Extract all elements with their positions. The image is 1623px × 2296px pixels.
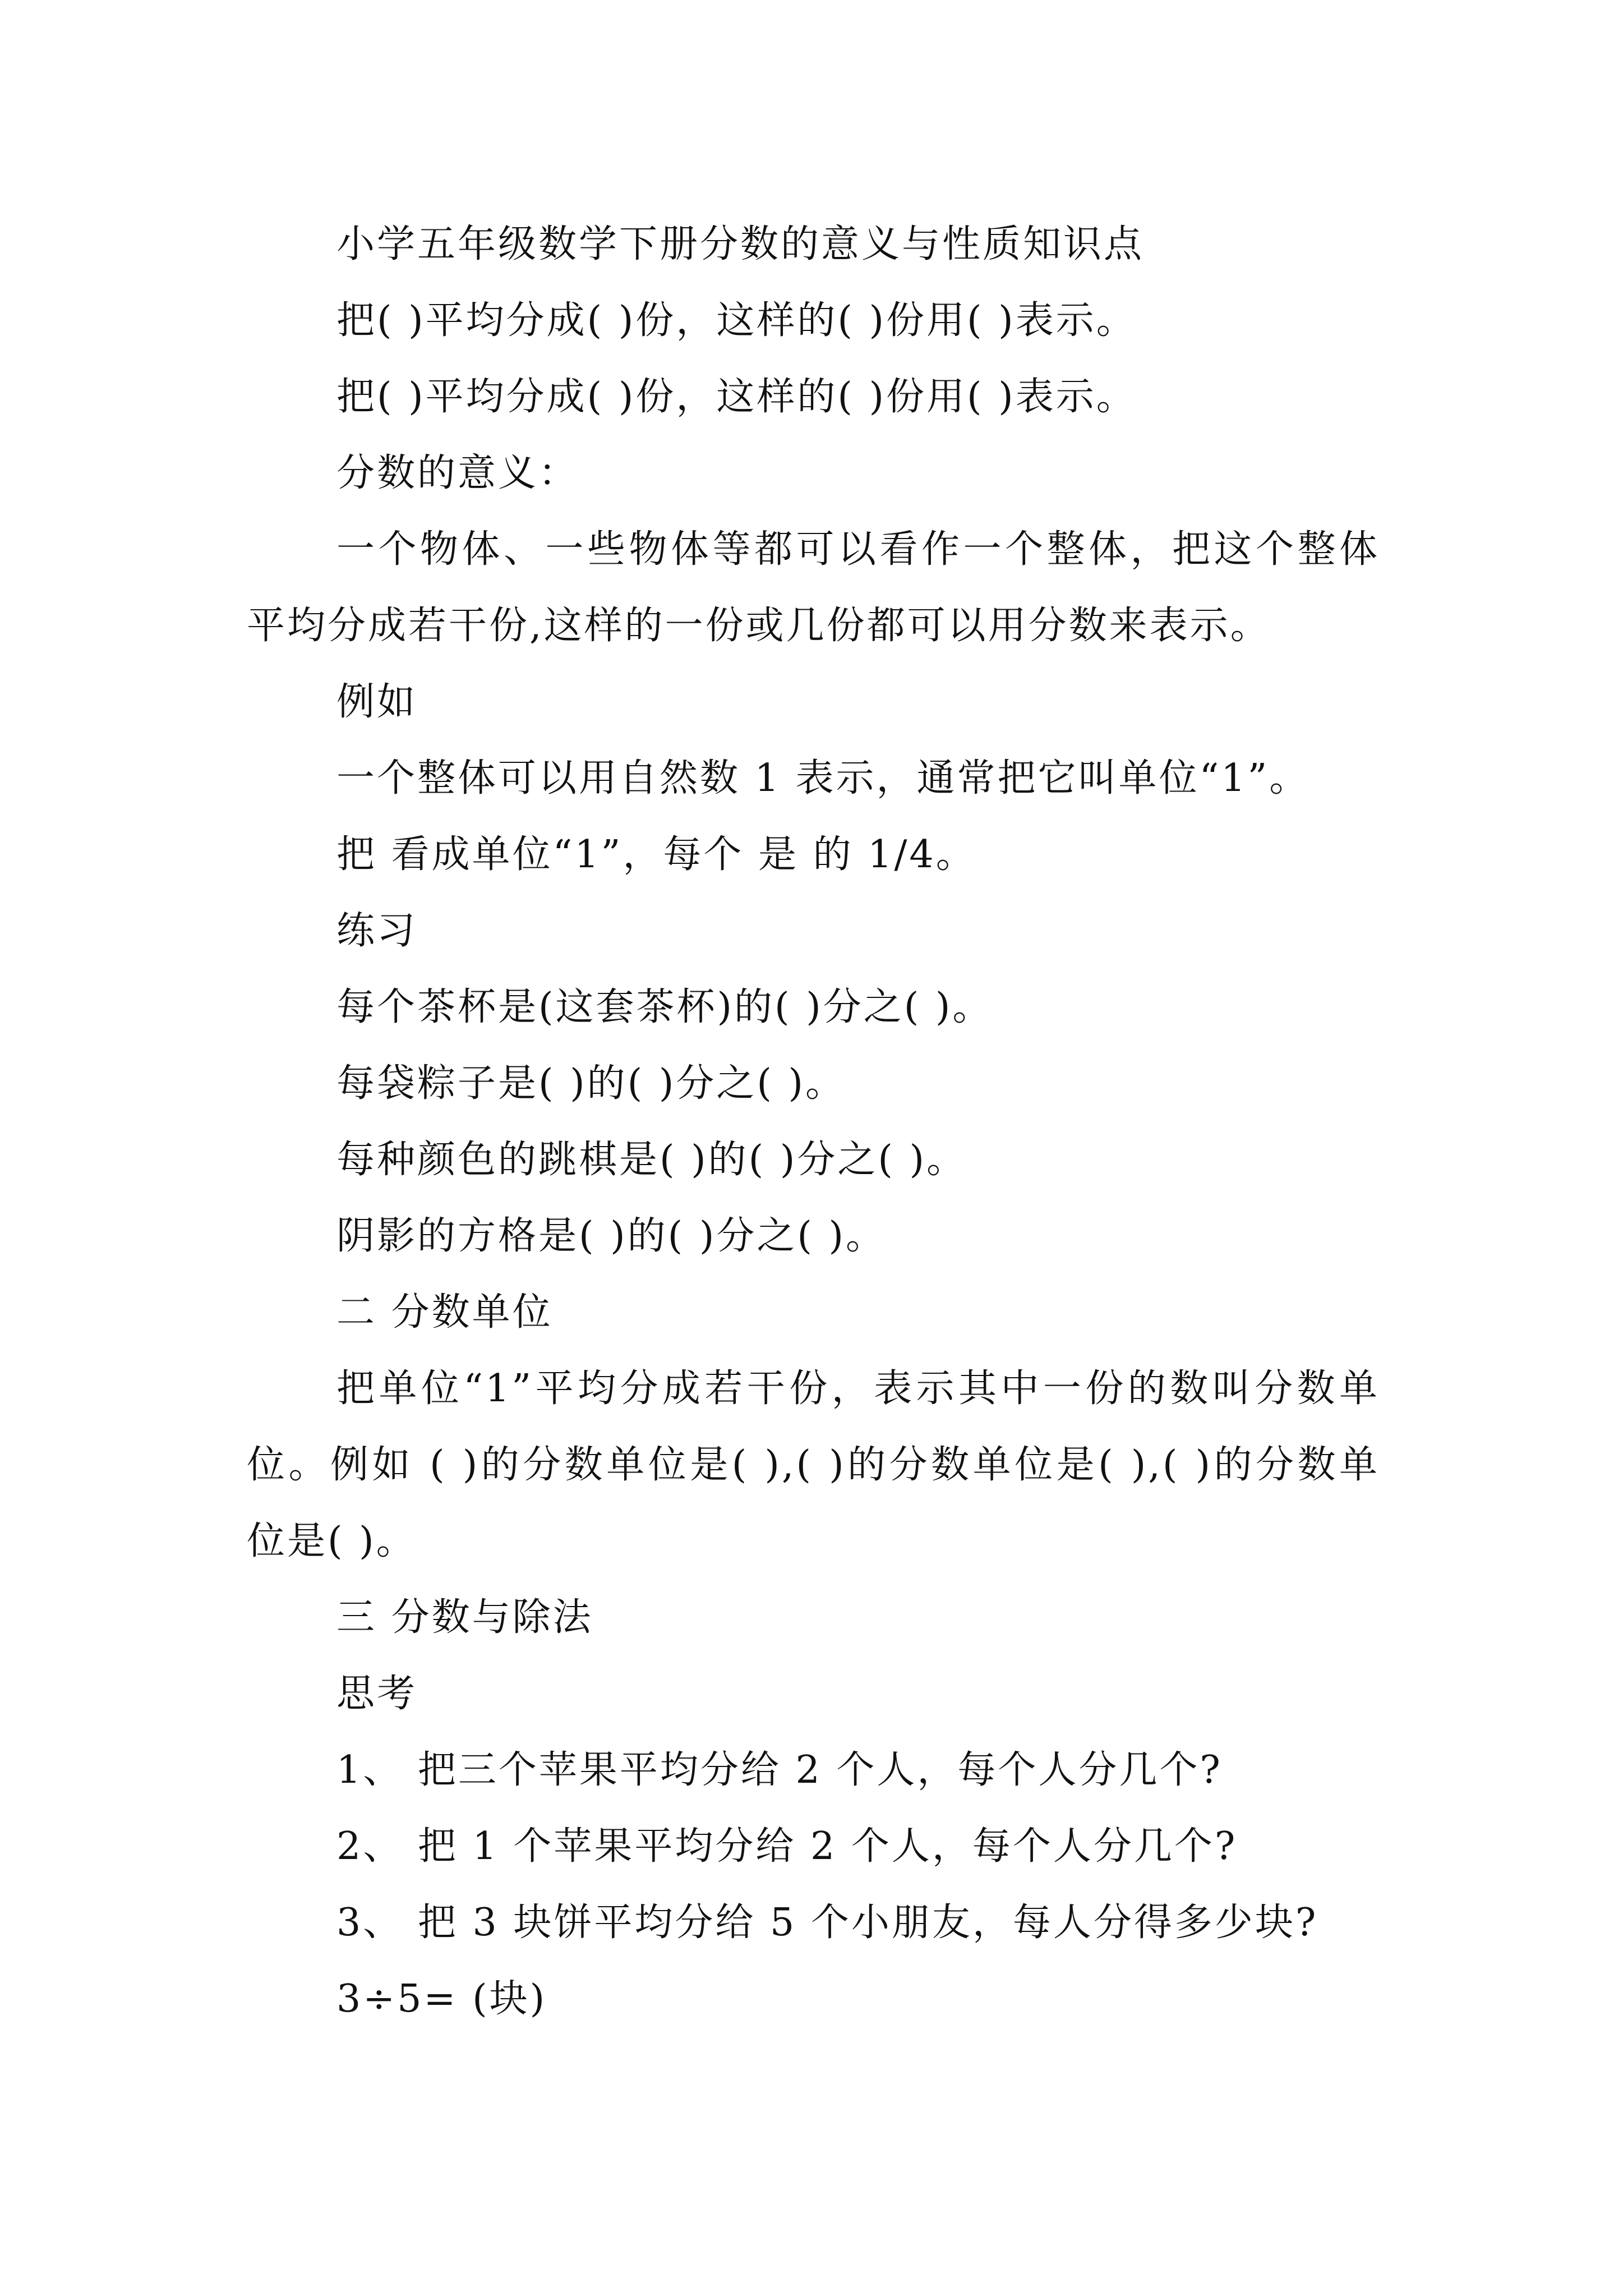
- paragraph: 一个整体可以用自然数 1 表示，通常把它叫单位“1”。: [336, 756, 1310, 800]
- question-item: 3、 把 3 块饼平均分给 5 个小朋友，每人分得多少块?: [336, 1901, 1318, 1945]
- paragraph: 例如: [336, 680, 418, 724]
- question-item: 1、 把三个苹果平均分给 2 个人，每个人分几个?: [336, 1748, 1223, 1792]
- exercise-item: 每个茶杯是(这套茶杯)的( )分之( )。: [336, 985, 993, 1029]
- exercise-item: 阴影的方格是( )的( )分之( )。: [336, 1214, 887, 1258]
- section-heading: 分数的意义：: [336, 451, 579, 495]
- question-item: 2、 把 1 个苹果平均分给 2 个人，每个人分几个?: [336, 1824, 1238, 1869]
- paragraph: 思考: [336, 1672, 418, 1716]
- document-title: 小学五年级数学下册分数的意义与性质知识点: [336, 222, 1145, 266]
- paragraph: 把 看成单位“1”，每个 是 的 1/4。: [336, 832, 976, 877]
- exercise-item: 每种颜色的跳棋是( )的( )分之( )。: [336, 1138, 967, 1182]
- paragraph: 一个物体、一些物体等都可以看作一个整体，把这个整体平均分成若干份,这样的一份或几份都可以用分数来表示。: [247, 527, 1380, 648]
- document-body: [247, 206, 1380, 2037]
- exercise-item: 每袋粽子是( )的( )分之( )。: [336, 1061, 846, 1106]
- equation: 3÷5= (块): [336, 1977, 547, 2021]
- section-heading: 二 分数单位: [336, 1290, 553, 1335]
- paragraph: 把( )平均分成( )份，这样的( )份用( )表示。: [336, 298, 1137, 343]
- section-heading: 练习: [336, 909, 418, 953]
- paragraph: 把单位“1”平均分成若干份，表示其中一份的数叫分数单位。例如 ( )的分数单位是( ),( )的分数单位是( ),( )的分数单位是( )。: [247, 1366, 1380, 1563]
- paragraph: 把( )平均分成( )份，这样的( )份用( )表示。: [336, 375, 1137, 419]
- section-heading: 三 分数与除法: [336, 1595, 593, 1640]
